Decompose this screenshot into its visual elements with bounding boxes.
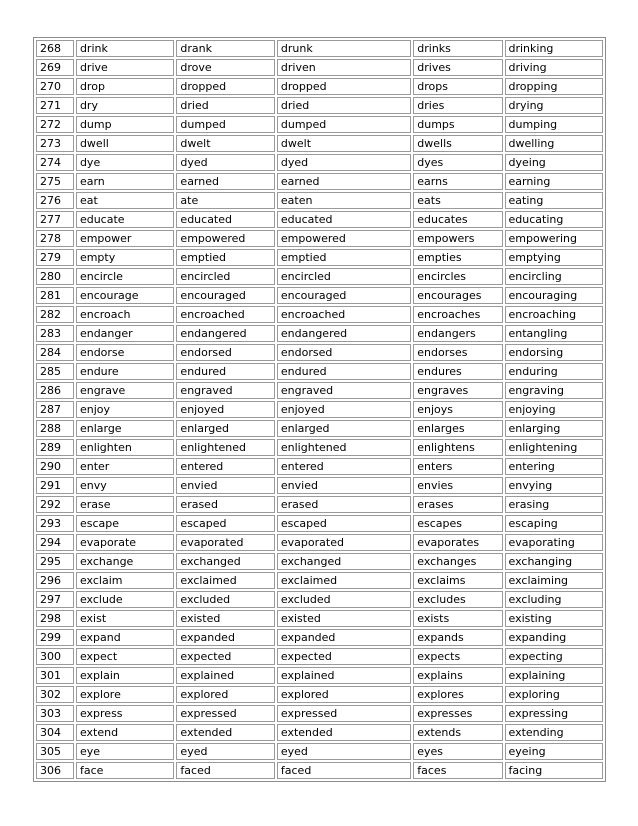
past-tense-cell: expected [176,648,274,665]
table-row [36,572,603,589]
row-number-cell: 268 [36,40,74,57]
past-tense-cell: ate [176,192,274,209]
third-person-cell: engraves [413,382,502,399]
third-person-cell: dumps [413,116,502,133]
ing-form-cell: eating [505,192,604,209]
table-row [36,705,603,722]
past-tense-cell: faced [176,762,274,779]
past-participle-cell: faced [277,762,411,779]
row-number-cell: 303 [36,705,74,722]
past-tense-cell: endorsed [176,344,274,361]
third-person-cell: enjoys [413,401,502,418]
table-row [36,116,603,133]
table-row [36,211,603,228]
past-tense-cell: empowered [176,230,274,247]
past-participle-cell: exchanged [277,553,411,570]
base-form-cell: expand [76,629,174,646]
base-form-cell: face [76,762,174,779]
row-number-cell: 293 [36,515,74,532]
third-person-cell: escapes [413,515,502,532]
past-tense-cell: dumped [176,116,274,133]
row-number-cell: 305 [36,743,74,760]
past-tense-cell: engraved [176,382,274,399]
third-person-cell: dwells [413,135,502,152]
past-participle-cell: envied [277,477,411,494]
base-form-cell: drop [76,78,174,95]
past-participle-cell: existed [277,610,411,627]
base-form-cell: expect [76,648,174,665]
base-form-cell: exclude [76,591,174,608]
table-row [36,686,603,703]
past-tense-cell: dried [176,97,274,114]
row-number-cell: 289 [36,439,74,456]
past-tense-cell: existed [176,610,274,627]
table-row [36,192,603,209]
row-number-cell: 282 [36,306,74,323]
third-person-cell: drops [413,78,502,95]
row-number-cell: 290 [36,458,74,475]
past-participle-cell: encouraged [277,287,411,304]
past-participle-cell: escaped [277,515,411,532]
table-row [36,249,603,266]
ing-form-cell: enduring [505,363,604,380]
third-person-cell: earns [413,173,502,190]
base-form-cell: endure [76,363,174,380]
past-participle-cell: educated [277,211,411,228]
base-form-cell: enlighten [76,439,174,456]
row-number-cell: 276 [36,192,74,209]
past-tense-cell: dyed [176,154,274,171]
third-person-cell: dyes [413,154,502,171]
past-tense-cell: expressed [176,705,274,722]
table-row [36,458,603,475]
row-number-cell: 278 [36,230,74,247]
row-number-cell: 275 [36,173,74,190]
row-number-cell: 277 [36,211,74,228]
past-tense-cell: drank [176,40,274,57]
past-participle-cell: expected [277,648,411,665]
row-number-cell: 283 [36,325,74,342]
base-form-cell: express [76,705,174,722]
ing-form-cell: dropping [505,78,604,95]
base-form-cell: dump [76,116,174,133]
third-person-cell: encourages [413,287,502,304]
ing-form-cell: earning [505,173,604,190]
third-person-cell: envies [413,477,502,494]
row-number-cell: 286 [36,382,74,399]
past-participle-cell: explained [277,667,411,684]
past-participle-cell: entered [277,458,411,475]
table-row [36,325,603,342]
base-form-cell: empty [76,249,174,266]
table-row [36,306,603,323]
past-tense-cell: earned [176,173,274,190]
row-number-cell: 271 [36,97,74,114]
table-row [36,648,603,665]
ing-form-cell: eyeing [505,743,604,760]
ing-form-cell: exchanging [505,553,604,570]
table-row [36,591,603,608]
third-person-cell: exchanges [413,553,502,570]
base-form-cell: enjoy [76,401,174,418]
base-form-cell: encroach [76,306,174,323]
base-form-cell: exist [76,610,174,627]
table-row [36,515,603,532]
table-row [36,553,603,570]
past-participle-cell: dwelt [277,135,411,152]
row-number-cell: 273 [36,135,74,152]
ing-form-cell: existing [505,610,604,627]
ing-form-cell: facing [505,762,604,779]
row-number-cell: 301 [36,667,74,684]
row-number-cell: 302 [36,686,74,703]
row-number-cell: 287 [36,401,74,418]
base-form-cell: exchange [76,553,174,570]
third-person-cell: enters [413,458,502,475]
past-participle-cell: endured [277,363,411,380]
past-participle-cell: earned [277,173,411,190]
past-participle-cell: endangered [277,325,411,342]
past-tense-cell: explored [176,686,274,703]
row-number-cell: 269 [36,59,74,76]
past-participle-cell: dyed [277,154,411,171]
ing-form-cell: enjoying [505,401,604,418]
past-participle-cell: empowered [277,230,411,247]
past-participle-cell: expanded [277,629,411,646]
third-person-cell: empowers [413,230,502,247]
third-person-cell: expands [413,629,502,646]
row-number-cell: 285 [36,363,74,380]
past-tense-cell: excluded [176,591,274,608]
third-person-cell: explains [413,667,502,684]
third-person-cell: enlightens [413,439,502,456]
ing-form-cell: educating [505,211,604,228]
past-tense-cell: extended [176,724,274,741]
past-tense-cell: exclaimed [176,572,274,589]
base-form-cell: encircle [76,268,174,285]
ing-form-cell: drying [505,97,604,114]
third-person-cell: endangers [413,325,502,342]
ing-form-cell: explaining [505,667,604,684]
ing-form-cell: empowering [505,230,604,247]
row-number-cell: 291 [36,477,74,494]
past-tense-cell: dwelt [176,135,274,152]
ing-form-cell: expanding [505,629,604,646]
row-number-cell: 304 [36,724,74,741]
past-tense-cell: eyed [176,743,274,760]
third-person-cell: eats [413,192,502,209]
third-person-cell: exclaims [413,572,502,589]
row-number-cell: 274 [36,154,74,171]
past-participle-cell: enjoyed [277,401,411,418]
past-tense-cell: drove [176,59,274,76]
past-tense-cell: entered [176,458,274,475]
base-form-cell: envy [76,477,174,494]
table-row [36,534,603,551]
table-row [36,230,603,247]
ing-form-cell: endorsing [505,344,604,361]
row-number-cell: 272 [36,116,74,133]
row-number-cell: 284 [36,344,74,361]
past-participle-cell: encircled [277,268,411,285]
third-person-cell: drives [413,59,502,76]
base-form-cell: enlarge [76,420,174,437]
base-form-cell: educate [76,211,174,228]
third-person-cell: excludes [413,591,502,608]
past-participle-cell: dropped [277,78,411,95]
past-participle-cell: erased [277,496,411,513]
base-form-cell: erase [76,496,174,513]
past-tense-cell: exchanged [176,553,274,570]
past-participle-cell: excluded [277,591,411,608]
ing-form-cell: driving [505,59,604,76]
verb-table-body [36,40,603,779]
past-participle-cell: enlarged [277,420,411,437]
base-form-cell: eat [76,192,174,209]
base-form-cell: empower [76,230,174,247]
ing-form-cell: evaporating [505,534,604,551]
ing-form-cell: erasing [505,496,604,513]
ing-form-cell: entangling [505,325,604,342]
past-participle-cell: dried [277,97,411,114]
row-number-cell: 300 [36,648,74,665]
base-form-cell: endorse [76,344,174,361]
base-form-cell: dye [76,154,174,171]
base-form-cell: escape [76,515,174,532]
table-row [36,97,603,114]
table-row [36,135,603,152]
row-number-cell: 281 [36,287,74,304]
table-row [36,344,603,361]
ing-form-cell: expressing [505,705,604,722]
past-tense-cell: encircled [176,268,274,285]
verb-forms-table [33,37,606,782]
past-tense-cell: endangered [176,325,274,342]
ing-form-cell: engraving [505,382,604,399]
past-tense-cell: emptied [176,249,274,266]
row-number-cell: 270 [36,78,74,95]
past-tense-cell: endured [176,363,274,380]
table-row [36,724,603,741]
past-participle-cell: drunk [277,40,411,57]
table-row [36,382,603,399]
row-number-cell: 279 [36,249,74,266]
table-row [36,78,603,95]
past-tense-cell: evaporated [176,534,274,551]
ing-form-cell: excluding [505,591,604,608]
table-row [36,477,603,494]
row-number-cell: 292 [36,496,74,513]
past-tense-cell: enlightened [176,439,274,456]
past-participle-cell: eyed [277,743,411,760]
row-number-cell: 296 [36,572,74,589]
past-tense-cell: erased [176,496,274,513]
base-form-cell: explain [76,667,174,684]
row-number-cell: 295 [36,553,74,570]
past-participle-cell: eaten [277,192,411,209]
base-form-cell: explore [76,686,174,703]
ing-form-cell: enlightening [505,439,604,456]
ing-form-cell: dyeing [505,154,604,171]
row-number-cell: 294 [36,534,74,551]
table-row [36,154,603,171]
third-person-cell: extends [413,724,502,741]
third-person-cell: dries [413,97,502,114]
third-person-cell: encroaches [413,306,502,323]
past-participle-cell: driven [277,59,411,76]
past-participle-cell: dumped [277,116,411,133]
ing-form-cell: dumping [505,116,604,133]
table-row [36,401,603,418]
past-participle-cell: evaporated [277,534,411,551]
table-row [36,667,603,684]
past-tense-cell: envied [176,477,274,494]
table-row [36,287,603,304]
table-row [36,59,603,76]
past-tense-cell: educated [176,211,274,228]
past-tense-cell: encouraged [176,287,274,304]
base-form-cell: eye [76,743,174,760]
ing-form-cell: emptying [505,249,604,266]
ing-form-cell: envying [505,477,604,494]
table-row [36,40,603,57]
third-person-cell: enlarges [413,420,502,437]
third-person-cell: eyes [413,743,502,760]
ing-form-cell: escaping [505,515,604,532]
past-participle-cell: emptied [277,249,411,266]
past-participle-cell: engraved [277,382,411,399]
third-person-cell: encircles [413,268,502,285]
row-number-cell: 306 [36,762,74,779]
past-tense-cell: dropped [176,78,274,95]
table-row [36,762,603,779]
base-form-cell: earn [76,173,174,190]
ing-form-cell: extending [505,724,604,741]
ing-form-cell: enlarging [505,420,604,437]
third-person-cell: evaporates [413,534,502,551]
past-participle-cell: enlightened [277,439,411,456]
table-row [36,496,603,513]
third-person-cell: drinks [413,40,502,57]
ing-form-cell: encroaching [505,306,604,323]
third-person-cell: explores [413,686,502,703]
base-form-cell: drive [76,59,174,76]
past-participle-cell: encroached [277,306,411,323]
past-participle-cell: explored [277,686,411,703]
ing-form-cell: expecting [505,648,604,665]
ing-form-cell: encircling [505,268,604,285]
table-row [36,173,603,190]
past-participle-cell: extended [277,724,411,741]
base-form-cell: encourage [76,287,174,304]
past-participle-cell: endorsed [277,344,411,361]
third-person-cell: exists [413,610,502,627]
past-participle-cell: exclaimed [277,572,411,589]
table-row [36,629,603,646]
base-form-cell: drink [76,40,174,57]
ing-form-cell: drinking [505,40,604,57]
row-number-cell: 288 [36,420,74,437]
table-row [36,268,603,285]
base-form-cell: dry [76,97,174,114]
third-person-cell: endorses [413,344,502,361]
ing-form-cell: entering [505,458,604,475]
past-tense-cell: enlarged [176,420,274,437]
past-tense-cell: explained [176,667,274,684]
base-form-cell: extend [76,724,174,741]
third-person-cell: empties [413,249,502,266]
ing-form-cell: dwelling [505,135,604,152]
base-form-cell: endanger [76,325,174,342]
table-row [36,420,603,437]
third-person-cell: educates [413,211,502,228]
base-form-cell: exclaim [76,572,174,589]
base-form-cell: engrave [76,382,174,399]
ing-form-cell: exploring [505,686,604,703]
third-person-cell: endures [413,363,502,380]
third-person-cell: faces [413,762,502,779]
past-tense-cell: expanded [176,629,274,646]
table-row [36,439,603,456]
row-number-cell: 280 [36,268,74,285]
ing-form-cell: exclaiming [505,572,604,589]
base-form-cell: dwell [76,135,174,152]
third-person-cell: expects [413,648,502,665]
past-tense-cell: enjoyed [176,401,274,418]
row-number-cell: 297 [36,591,74,608]
base-form-cell: enter [76,458,174,475]
third-person-cell: expresses [413,705,502,722]
table-row [36,743,603,760]
table-row [36,363,603,380]
third-person-cell: erases [413,496,502,513]
table-row [36,610,603,627]
past-participle-cell: expressed [277,705,411,722]
past-tense-cell: encroached [176,306,274,323]
past-tense-cell: escaped [176,515,274,532]
row-number-cell: 298 [36,610,74,627]
base-form-cell: evaporate [76,534,174,551]
row-number-cell: 299 [36,629,74,646]
ing-form-cell: encouraging [505,287,604,304]
